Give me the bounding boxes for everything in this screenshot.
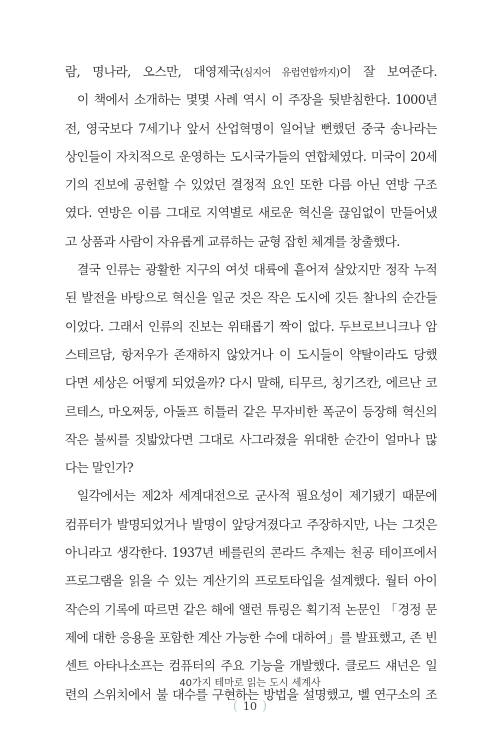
left-bracket-ornament: ( bbox=[232, 699, 238, 714]
text-line: 된 발전을 바탕으로 혁신을 일군 것은 작은 도시에 깃든 찰나의 순간들 bbox=[65, 290, 437, 306]
text-line: 고 상품과 사람이 자유롭게 교류하는 균형 잡힌 체계를 창출했다. bbox=[65, 233, 400, 249]
text-line: 기의 진보에 공헌할 수 있었던 결정적 요인 또한 다름 아닌 연방 구조 bbox=[65, 177, 437, 193]
text-line: 상인들이 자치적으로 운영하는 도시국가들의 연합체였다. 미국이 20세 bbox=[65, 148, 437, 164]
text-line: 였다. 연방은 이름 그대로 지역별로 새로운 혁신을 끊임없이 만들어냈 bbox=[65, 205, 437, 221]
running-footer-title: 40가지 테마로 읽는 도시 세계사 bbox=[179, 678, 321, 689]
text-line: 아니라고 생각한다. 1937년 베를린의 콘라드 추제는 천공 테이프에서 bbox=[65, 545, 437, 561]
text-line: 일각에서는 제2차 세계대전으로 군사적 필요성이 제기됐기 때문에 bbox=[77, 488, 437, 504]
text-line: 센트 아타나소프는 컴퓨터의 주요 기능을 개발했다. 클로드 섀넌은 일 bbox=[65, 658, 437, 674]
text-line: 결국 인류는 광활한 지구의 여섯 대륙에 흩어져 살았지만 정작 누적 bbox=[77, 262, 437, 278]
text-line: 작은 불씨를 짓밟았다면 그대로 사그라졌을 위대한 순간이 얼마나 많 bbox=[65, 431, 437, 447]
page-number bbox=[0, 699, 500, 714]
text-line: 다면 세상은 어떻게 되었을까? 다시 말해, 티무르, 칭기즈칸, 에르난 코 bbox=[65, 375, 437, 391]
text-line: 르테스, 마오쩌둥, 아돌프 히틀러 같은 무자비한 폭군이 등장해 혁신의 bbox=[65, 403, 437, 419]
body-text bbox=[65, 58, 437, 709]
text-line: 컴퓨터가 발명되었거나 발명이 앞당겨졌다고 주장하지만, 나는 그것은 bbox=[65, 516, 437, 532]
page-number-value: 10 bbox=[243, 700, 257, 713]
paragraph-2 bbox=[65, 86, 437, 256]
text-line: 다는 말인가? bbox=[65, 460, 134, 476]
text-line: 프로그램을 읽을 수 있는 계산기의 프로토타입을 설계했다. 월터 아이 bbox=[65, 573, 437, 589]
text-line: 스테르담, 항저우가 존재하지 않았거나 이 도시들이 약탈이라도 당했 bbox=[65, 346, 437, 362]
paragraph-3 bbox=[65, 256, 437, 482]
text-line: 전, 영국보다 7세기나 앞서 산업혁명이 일어날 뻔했던 중국 송나라는 bbox=[65, 120, 437, 136]
right-bracket-ornament: ) bbox=[262, 699, 268, 714]
text-line: 작슨의 기록에 따르면 같은 해에 앨런 튜링은 획기적 논문인 「경정 문 bbox=[65, 601, 437, 617]
text-line: 람, 명나라, 오스만, 대영제국(심지어 유럽연합까지)이 잘 보여준다. bbox=[65, 64, 437, 79]
text-line: 이 책에서 소개하는 몇몇 사례 역시 이 주장을 뒷받침한다. 1000년 bbox=[77, 92, 437, 108]
parenthetical-note: (심지어 유럽연합까지) bbox=[240, 68, 340, 79]
paragraph-1 bbox=[65, 58, 437, 86]
text-line: 제에 대한 응용을 포함한 계산 가능한 수에 대하여」를 발표했고, 존 빈 bbox=[65, 629, 437, 645]
text-line: 이었다. 그래서 인류의 진보는 위태롭기 짝이 없다. 두브로브니크나 암 bbox=[65, 318, 437, 334]
text-line: 련의 스위치에서 불 대수를 구현하는 방법을 설명했고, 벨 연구소의 조 bbox=[65, 686, 437, 702]
